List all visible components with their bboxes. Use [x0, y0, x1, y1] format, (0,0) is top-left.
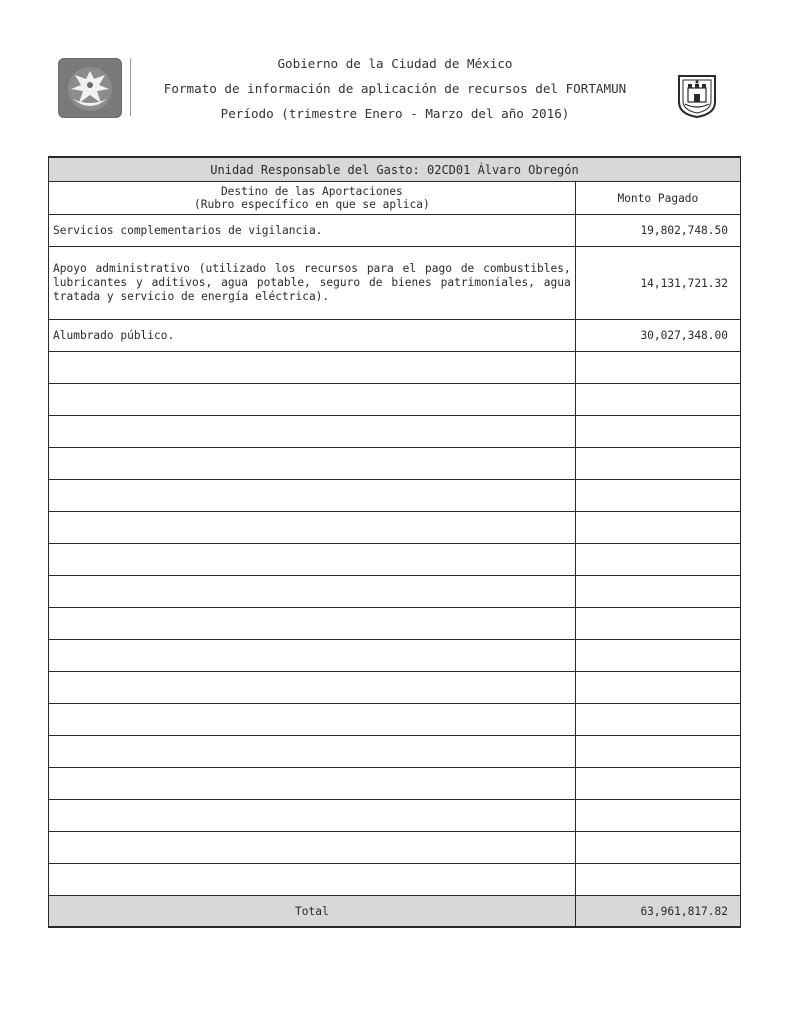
empty-cell	[49, 832, 576, 864]
row-description: Alumbrado público.	[49, 320, 576, 352]
empty-cell	[49, 736, 576, 768]
empty-row	[49, 768, 741, 800]
empty-cell	[575, 704, 740, 736]
empty-row	[49, 384, 741, 416]
column-header-destination-line1: Destino de las Aportaciones	[220, 185, 403, 198]
allocation-table	[48, 156, 741, 928]
empty-cell	[49, 480, 576, 512]
empty-cell	[575, 512, 740, 544]
empty-cell	[575, 608, 740, 640]
empty-cell	[575, 480, 740, 512]
empty-cell	[49, 576, 576, 608]
government-title: Gobierno de la Ciudad de México	[277, 56, 513, 71]
row-amount: 14,131,721.32	[575, 247, 740, 320]
empty-row	[49, 448, 741, 480]
empty-cell	[49, 512, 576, 544]
empty-row	[49, 864, 741, 896]
row-description: Apoyo administrativo (utilizado los recursos para el pago de combustibles, lubricantes y aditivos, agua potable, seguro de bienes patrimoniales, agua tratada y servicio de energía eléctrica).	[49, 247, 576, 320]
cdmx-coat-of-arms-icon	[675, 72, 719, 118]
empty-cell	[575, 352, 740, 384]
table-row	[49, 247, 741, 320]
empty-row	[49, 608, 741, 640]
row-amount: 30,027,348.00	[575, 320, 740, 352]
document-header	[0, 0, 791, 140]
empty-cell	[575, 576, 740, 608]
empty-cell	[575, 800, 740, 832]
empty-cell	[575, 736, 740, 768]
empty-cell	[49, 384, 576, 416]
column-header-amount: Monto Pagado	[575, 182, 740, 215]
empty-row	[49, 832, 741, 864]
table-row	[49, 215, 741, 247]
total-row	[49, 896, 741, 928]
unit-title: Unidad Responsable del Gasto: 02CD01 Álvaro Obregón	[49, 157, 741, 182]
empty-cell	[49, 640, 576, 672]
empty-cell	[575, 640, 740, 672]
column-header-destination-line2: (Rubro específico en que se aplica)	[194, 198, 430, 211]
empty-cell	[49, 864, 576, 896]
empty-cell	[49, 768, 576, 800]
empty-row	[49, 800, 741, 832]
empty-cell	[49, 352, 576, 384]
row-description: Servicios complementarios de vigilancia.	[49, 215, 576, 247]
cdmx-angel-logo-icon	[58, 58, 122, 118]
empty-row	[49, 512, 741, 544]
empty-cell	[49, 544, 576, 576]
empty-row	[49, 672, 741, 704]
empty-cell	[49, 672, 576, 704]
empty-row	[49, 352, 741, 384]
empty-cell	[575, 864, 740, 896]
empty-row	[49, 416, 741, 448]
empty-row	[49, 544, 741, 576]
column-header-row	[49, 182, 741, 215]
format-title: Formato de información de aplicación de recursos del FORTAMUN	[163, 81, 627, 96]
empty-row	[49, 704, 741, 736]
column-header-destination	[49, 182, 576, 215]
empty-cell	[49, 704, 576, 736]
empty-cell	[49, 800, 576, 832]
unit-title-row	[49, 157, 741, 182]
empty-cell	[575, 672, 740, 704]
empty-row	[49, 576, 741, 608]
empty-cell	[49, 608, 576, 640]
empty-cell	[575, 832, 740, 864]
empty-cell	[49, 448, 576, 480]
empty-row	[49, 480, 741, 512]
empty-cell	[575, 448, 740, 480]
total-label: Total	[49, 896, 576, 928]
empty-cell	[575, 768, 740, 800]
empty-cell	[575, 416, 740, 448]
row-amount: 19,802,748.50	[575, 215, 740, 247]
empty-row	[49, 736, 741, 768]
empty-cell	[575, 544, 740, 576]
empty-cell	[49, 416, 576, 448]
table-row	[49, 320, 741, 352]
total-amount: 63,961,817.82	[575, 896, 740, 928]
empty-cell	[575, 384, 740, 416]
header-divider	[130, 58, 131, 116]
empty-row	[49, 640, 741, 672]
period-title: Período (trimestre Enero - Marzo del año 2016)	[220, 106, 570, 121]
